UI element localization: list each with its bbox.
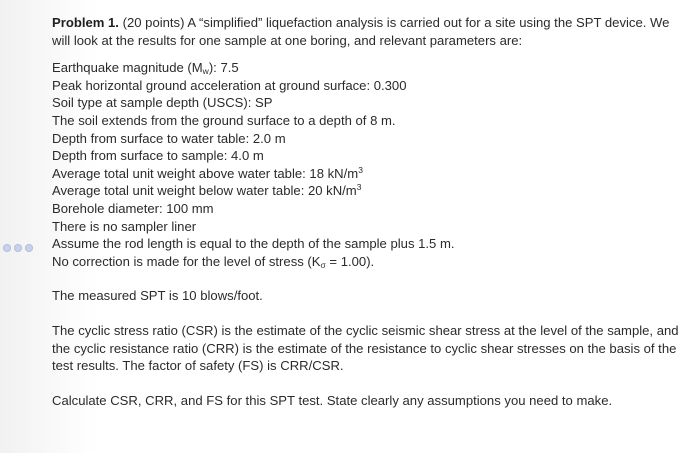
param-sample-depth: Depth from surface to sample: 4.0 m bbox=[52, 148, 264, 164]
carousel-dots-icon bbox=[3, 244, 33, 252]
param-soil-type: Soil type at sample depth (USCS): SP bbox=[52, 95, 273, 111]
param-magnitude: Earthquake magnitude $(M_w)$: 7.5 bbox=[52, 60, 239, 77]
measured-spt: The measured SPT is 10 blows/foot. bbox=[52, 288, 263, 304]
param-stress-correction: No correction is made for the level of stress $(K_\sigma = 1.00)$. bbox=[52, 253, 375, 270]
task-statement: Calculate CSR, CRR, and FS for this SPT test. State clearly any assumptions you need to make. bbox=[52, 392, 613, 408]
parameter-list bbox=[52, 59, 680, 270]
problem-heading: Problem 1. bbox=[52, 15, 119, 30]
problem-intro-text: A “simplified” liquefaction analysis is carried out for a site using the SPT device. We will look at the results for one sample at one boring, and relevant parameters are: bbox=[52, 15, 670, 48]
problem-points: (20 points) bbox=[122, 15, 185, 30]
problem-intro bbox=[52, 14, 680, 49]
param-rod-length: Assume the rod length is equal to the depth of the sample plus 1.5 m. bbox=[52, 236, 455, 252]
dot-icon bbox=[25, 244, 33, 252]
csr-paragraph: The cyclic stress ratio (CSR) is the estimate of the cyclic seismic shear stress at the level of the sample, and the cyclic resistance ratio (CRR) is the estimate of the resistance to cyclic shear stresses on the basis of the test results. The factor of safety (FS) is CRR/CSR. bbox=[52, 322, 679, 374]
param-soil-extent: The soil extends from the ground surface to a depth of 8 m. bbox=[52, 112, 396, 128]
param-unit-weight-below: Average total unit weight below water table: 20 $kN/m^3$ bbox=[52, 182, 362, 199]
param-pga: Peak horizontal ground acceleration at ground surface: 0.300 bbox=[52, 77, 407, 93]
param-liner: There is no sampler liner bbox=[52, 218, 197, 234]
dot-icon bbox=[3, 244, 11, 252]
param-water-table: Depth from surface to water table: 2.0 m bbox=[52, 130, 286, 146]
param-unit-weight-above: Average total unit weight above water table: 18 $kN/m^3$ bbox=[52, 164, 363, 181]
dot-icon bbox=[14, 244, 22, 252]
param-borehole: Borehole diameter: 100 mm bbox=[52, 200, 214, 216]
